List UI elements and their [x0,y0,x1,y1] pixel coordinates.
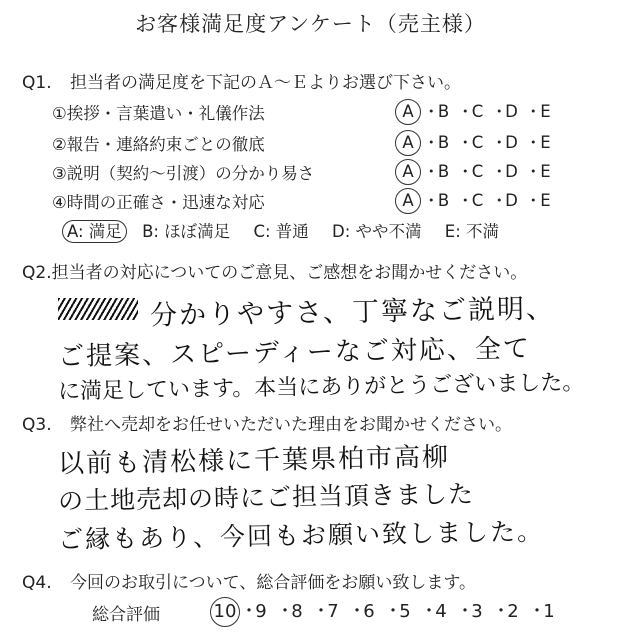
scale-separator: ・ [423,162,440,181]
scale-separator: ・ [312,601,330,622]
eval-score-4: 4 [435,601,447,622]
q1-option-a-selected: A [395,159,421,185]
q2-answer-line-2: ご提案、スピーディーなご対応、全て [57,333,532,373]
eval-score-7: 7 [327,601,339,622]
scale-separator: ・ [457,191,474,210]
q1-option-c: C [471,191,484,210]
eval-score-6: 6 [363,601,375,622]
scale-separator: ・ [240,601,258,622]
q1-option-e: E [540,133,551,152]
scribble-mark [58,298,138,320]
q1-option-e: E [540,162,551,181]
q2-number: Q2. [22,263,52,283]
eval-score-5: 5 [399,601,411,622]
legend-c: C: 普通 [253,222,309,241]
q1-item-1: ①挨拶・言葉遣い・礼儀作法 [52,104,265,123]
legend-e: E: 不満 [444,222,500,241]
q2-answer-line-3: に満足しています。本当にありがとうございました。 [57,370,585,405]
eval-score-1: 1 [543,601,555,622]
q3-answer-line-3: ご縁もあり、今回もお願い致しました。 [57,516,545,555]
eval-score-8: 8 [291,601,303,622]
scale-separator: ・ [491,133,508,152]
q1-option-b: B [437,133,450,152]
q1-item-2-scale [394,129,564,156]
overall-eval-label: 総合評価 [92,605,160,625]
scale-separator: ・ [491,191,508,210]
eval-score-2: 2 [507,601,519,622]
q1-option-d: D [505,191,518,210]
scale-separator: ・ [457,102,474,121]
q1-question [22,68,461,93]
eval-score-3: 3 [471,601,483,622]
q1-option-b: B [437,162,450,181]
survey-title: お客様満足度アンケート（売主様） [135,12,486,36]
scale-separator: ・ [276,601,294,622]
q3-number: Q3. [22,415,52,435]
q1-option-c: C [471,102,484,121]
q1-item-1-scale [394,98,564,125]
scale-separator: ・ [492,601,510,622]
q1-item-2: ②報告・連絡約束ごとの徹底 [52,135,265,154]
scale-separator: ・ [528,601,546,622]
scale-separator: ・ [491,102,508,121]
q4-number: Q4. [22,573,52,593]
q1-number: Q1. [22,73,52,93]
scale-separator: ・ [420,601,438,622]
q1-item-3-scale [394,158,564,185]
q1-item-3: ③説明（契約～引渡）の分かり易さ [52,164,315,183]
scale-separator: ・ [525,133,542,152]
q1-item-4-scale [394,187,564,214]
q2-answer-line-1: 分かりやすさ、丁寧なご説明、 [149,293,556,332]
q3-answer-line-1: 以前も清松様に千葉県柏市高柳 [57,442,451,480]
q1-option-e: E [540,191,551,210]
scale-separator: ・ [384,601,402,622]
q3-text: 弊社へ売却をお任せいただいた理由をお聞かせください。 [70,415,512,435]
q1-option-d: D [505,133,518,152]
legend-a: A: 満足 [62,220,127,243]
q1-option-d: D [505,102,518,121]
q2-question [22,258,527,283]
scale-separator: ・ [457,162,474,181]
q1-option-c: C [471,162,484,181]
q1-item-4: ④時間の正確さ・迅速な対応 [52,193,265,212]
q1-option-a-selected: A [395,99,421,125]
q3-question [22,410,512,435]
legend-d: D: やや不満 [332,222,422,241]
q1-option-d: D [505,162,518,181]
legend-b: B: ほぼ満足 [142,222,231,241]
q1-option-a-selected: A [395,130,421,156]
eval-score-9: 9 [255,601,267,622]
scale-separator: ・ [525,191,542,210]
scale-separator: ・ [423,102,440,121]
scale-separator: ・ [348,601,366,622]
q1-option-b: B [437,191,450,210]
q1-text: 担当者の満足度を下記のＡ～Ｅよりお選び下さい。 [70,73,461,93]
q4-question [22,568,476,593]
scale-separator: ・ [525,162,542,181]
q1-option-b: B [437,102,450,121]
q2-text: 担当者の対応についてのご意見、ご感想をお聞かせください。 [51,263,528,283]
q3-answer-line-2: の土地売却の時にご担当頂きました [57,479,475,516]
overall-eval-scale [210,597,564,627]
scale-separator: ・ [525,102,542,121]
scale-separator: ・ [491,162,508,181]
scale-separator: ・ [457,133,474,152]
q1-legend [62,218,517,242]
scale-separator: ・ [423,133,440,152]
scale-separator: ・ [456,601,474,622]
scale-separator: ・ [423,191,440,210]
q1-option-c: C [471,133,484,152]
q4-text: 今回のお取引について、総合評価をお願い致します。 [70,573,476,593]
eval-score-10-selected: 10 [210,597,240,627]
q1-option-e: E [540,102,551,121]
q1-option-a-selected: A [395,188,421,214]
